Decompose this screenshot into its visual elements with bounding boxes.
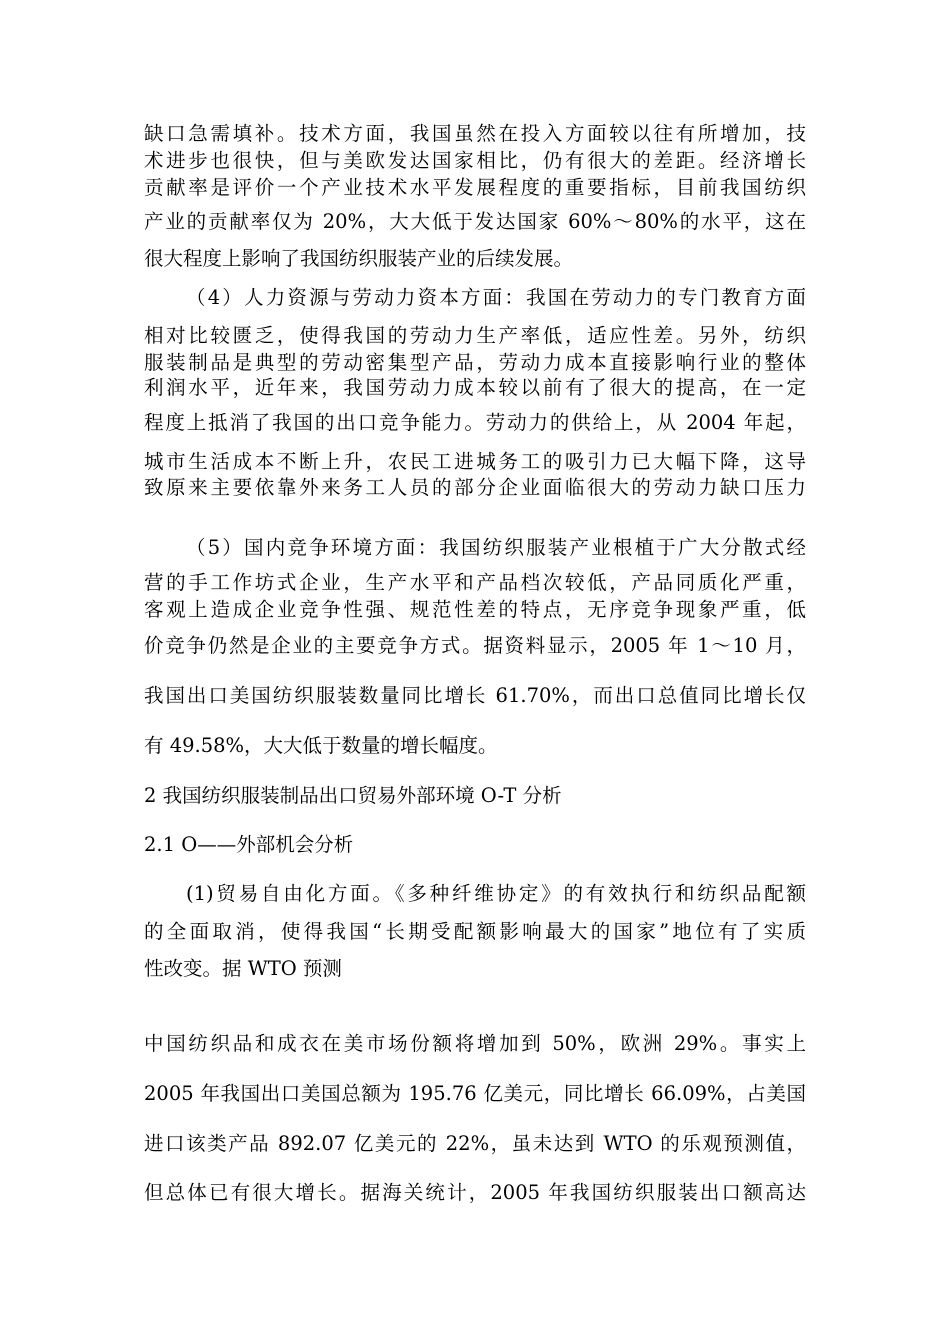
text-line: 服装制品是典型的劳动密集型产品，劳动力成本直接影响行业的整体 bbox=[144, 351, 806, 374]
text-line: 相对比较匮乏，使得我国的劳动力生产率低，适应性差。另外，纺织 bbox=[144, 324, 806, 347]
text-line: 致原来主要依靠外来务工人员的部分企业面临很大的劳动力缺口压力 bbox=[144, 476, 806, 499]
text-line: 价竞争仍然是企业的主要竞争方式。据资料显示，2005 年 1～10 月， bbox=[144, 634, 806, 657]
section-heading: 2 我国纺织服装制品出口贸易外部环境 O-T 分析 bbox=[144, 784, 562, 807]
paragraph-start-line: (1)贸易自由化方面。《多种纤维协定》的有效执行和纺织品配额 bbox=[186, 882, 806, 905]
text-line: 缺口急需填补。技术方面，我国虽然在投入方面较以往有所增加，技 bbox=[144, 122, 806, 145]
text-line: 贡献率是评价一个产业技术水平发展程度的重要指标，目前我国纺织 bbox=[144, 176, 806, 199]
text-line: 很大程度上影响了我国纺织服装产业的后续发展。 bbox=[144, 247, 574, 270]
text-line: 有 49.58%，大大低于数量的增长幅度。 bbox=[144, 734, 498, 757]
text-line: 性改变。据 WTO 预测 bbox=[144, 957, 342, 980]
text-line: 营的手工作坊式企业，生产水平和产品档次较低，产品同质化严重， bbox=[144, 571, 806, 594]
text-line: 术进步也很快，但与美欧发达国家相比，仍有很大的差距。经济增长 bbox=[144, 149, 806, 172]
text-line: 客观上造成企业竞争性强、规范性差的特点，无序竞争现象严重，低 bbox=[144, 598, 806, 621]
text-line: 我国出口美国纺织服装数量同比增长 61.70%，而出口总值同比增长仅 bbox=[144, 684, 806, 707]
paragraph-start-line: （5）国内竞争环境方面：我国纺织服装产业根植于广大分散式经 bbox=[186, 536, 806, 559]
text-line: 程度上抵消了我国的出口竞争能力。劳动力的供给上，从 2004 年起， bbox=[144, 411, 806, 434]
text-line: 但总体已有很大增长。据海关统计，2005 年我国纺织服装出口额高达 bbox=[144, 1181, 806, 1204]
text-line: 进口该类产品 892.07 亿美元的 22%，虽未达到 WTO 的乐观预测值， bbox=[144, 1132, 806, 1155]
text-line: 产业的贡献率仅为 20%，大大低于发达国家 60%～80%的水平，这在 bbox=[144, 210, 806, 233]
subsection-heading: 2.1 O——外部机会分析 bbox=[144, 833, 354, 856]
paragraph-start-line: （4）人力资源与劳动力资本方面：我国在劳动力的专门教育方面 bbox=[186, 286, 806, 309]
text-line: 中国纺织品和成衣在美市场份额将增加到 50%，欧洲 29%。事实上 bbox=[144, 1032, 806, 1055]
text-line: 2005 年我国出口美国总额为 195.76 亿美元，同比增长 66.09%，占美国 bbox=[144, 1082, 806, 1105]
text-line: 利润水平，近年来，我国劳动力成本较以前有了很大的提高，在一定 bbox=[144, 376, 806, 399]
text-line: 城市生活成本不断上升，农民工进城务工的吸引力已大幅下降，这导 bbox=[144, 450, 806, 473]
text-line: 的全面取消，使得我国“长期受配额影响最大的国家”地位有了实质 bbox=[144, 920, 806, 943]
